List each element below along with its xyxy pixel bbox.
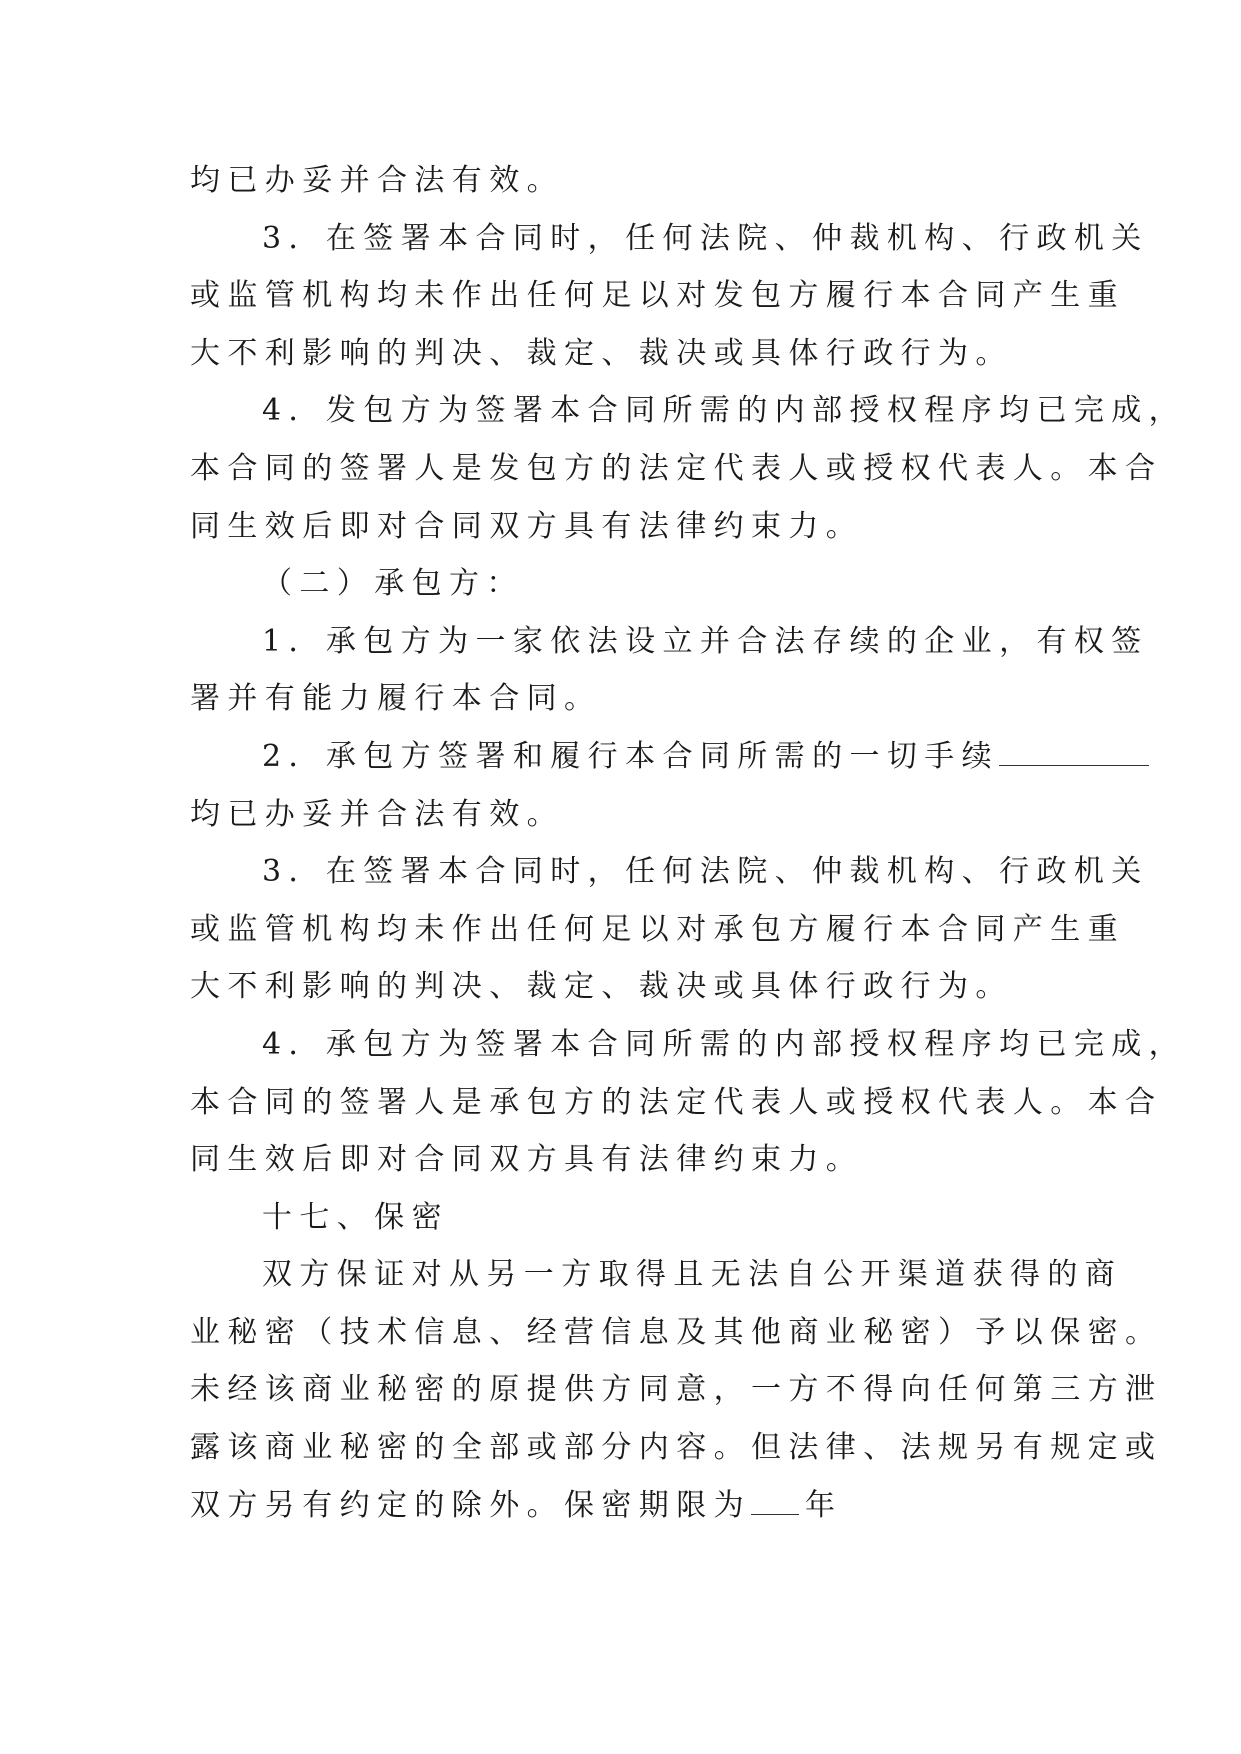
text-line: 3．在签署本合同时，任何法院、仲裁机构、行政机关 <box>262 854 1149 890</box>
text-line: 双方保证对从另一方取得且无法自公开渠道获得的商 <box>262 1257 1123 1293</box>
text-line: 大不利影响的判决、裁定、裁决或具体行政行为。 <box>190 969 1013 1005</box>
section-heading: （二）承包方： <box>262 566 524 602</box>
text-line: 露该商业秘密的全部或部分内容。但法律、法规另有规定或 <box>190 1430 1163 1466</box>
text-line: 均已办妥并合法有效。 <box>190 163 564 198</box>
document-body <box>190 152 1187 1534</box>
text-line-with-blank <box>190 1477 1050 1535</box>
text-line: 4．发包方为签署本合同所需的内部授权程序均已完成， <box>262 393 1187 429</box>
text-line: 或监管机构均未作出任何足以对发包方履行本合同产生重 <box>190 278 1125 314</box>
text-segment: 年 <box>805 1487 843 1523</box>
text-line: 未经该商业秘密的原提供方同意，一方不得向任何第三方泄 <box>190 1372 1163 1408</box>
section-heading: 十七、保密 <box>262 1199 449 1235</box>
text-line: 业秘密（技术信息、经营信息及其他商业秘密）予以保密。 <box>190 1314 1163 1350</box>
text-line: 或监管机构均未作出任何足以对承包方履行本合同产生重 <box>190 911 1125 947</box>
text-line-with-blank <box>190 728 1050 786</box>
text-line: 同生效后即对合同双方具有法律约束力。 <box>190 1142 864 1178</box>
text-line: 4．承包方为签署本合同所需的内部授权程序均已完成， <box>262 1026 1187 1062</box>
text-segment: 双方另有约定的除外。保密期限为 <box>190 1487 751 1523</box>
text-line: 大不利影响的判决、裁定、裁决或具体行政行为。 <box>190 335 1013 371</box>
text-line: 本合同的签署人是发包方的法定代表人或授权代表人。本合 <box>190 450 1163 486</box>
fill-in-blank <box>999 735 1149 766</box>
fill-in-blank <box>751 1484 799 1515</box>
text-line: 1．承包方为一家依法设立并合法存续的企业，有权签 <box>262 623 1149 659</box>
text-line: 署并有能力履行本合同。 <box>190 681 602 717</box>
text-line: 本合同的签署人是承包方的法定代表人或授权代表人。本合 <box>190 1084 1163 1120</box>
text-line: 均已办妥并合法有效。 <box>190 796 564 832</box>
text-line: 同生效后即对合同双方具有法律约束力。 <box>190 508 864 544</box>
text-segment: 2．承包方签署和履行本合同所需的一切手续 <box>262 738 1000 774</box>
text-line: 3．在签署本合同时，任何法院、仲裁机构、行政机关 <box>262 220 1149 256</box>
